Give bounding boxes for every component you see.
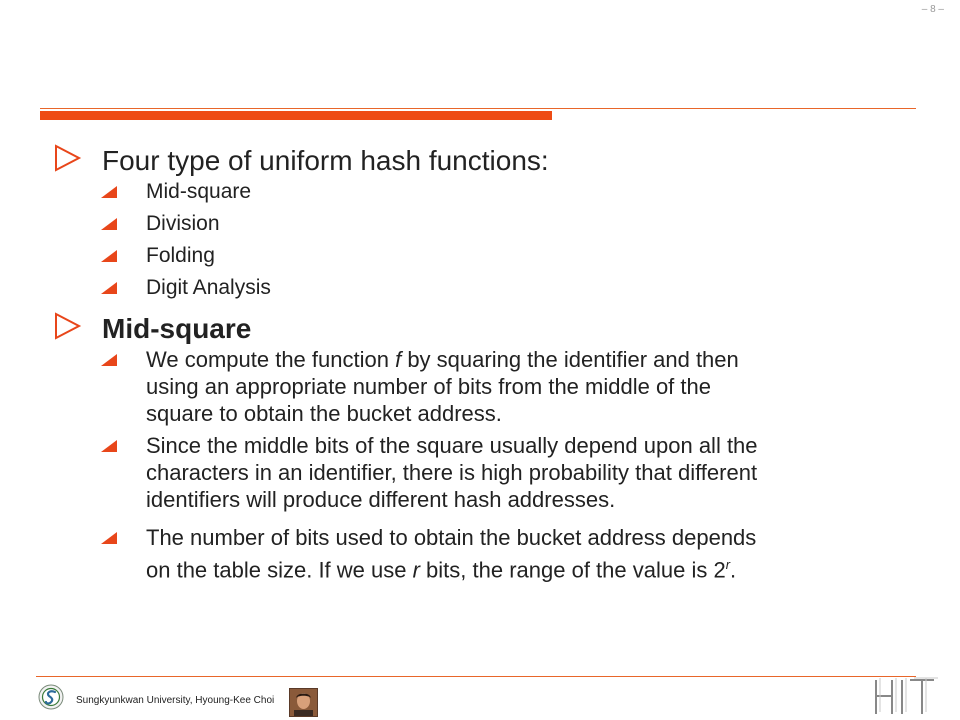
outline-triangle-bullet-icon — [52, 311, 84, 341]
section-heading-uniform-hash — [52, 140, 549, 177]
list-item-text: Digit Analysis — [146, 276, 271, 299]
triangle-bullet-icon — [100, 281, 118, 295]
list-item — [100, 242, 900, 269]
paragraph-text: We compute the function f by squaring the identifier and then using an appropriate number of bits from the middle of the square to obtain the bucket address. — [146, 347, 739, 426]
heading-text: Four type of uniform hash functions: — [102, 145, 549, 176]
list-item-text: Mid-square — [146, 180, 252, 203]
triangle-bullet-icon — [100, 249, 118, 263]
university-emblem-icon — [38, 684, 64, 710]
footer-credit: Sungkyunkwan University, Hyoung-Kee Choi — [76, 695, 275, 706]
footer-rule — [36, 676, 916, 677]
header-rule — [40, 108, 916, 109]
list-item-text: Folding — [146, 244, 215, 267]
paragraph-text: Since the middle bits of the square usually depend upon all the characters in an identifier, there is high probability that different identifiers will produce different hash addresses. — [146, 433, 758, 512]
list-item — [100, 178, 900, 205]
paragraph-item — [100, 346, 900, 427]
paragraph-text: The number of bits used to obtain the bucket address depends on the table size. If we use r bits, the range of the value is 2$^r$. — [146, 525, 757, 583]
paragraph-item — [100, 432, 900, 513]
page-number: – 8 – — [921, 4, 944, 15]
hit-brand-logo-icon — [872, 674, 948, 718]
triangle-bullet-icon — [100, 185, 118, 199]
list-item — [100, 210, 900, 237]
list-item — [100, 274, 900, 301]
triangle-bullet-icon — [100, 439, 118, 453]
header-accent-bar — [40, 111, 552, 120]
heading-text: Mid-square — [102, 313, 252, 344]
paragraph-item — [100, 524, 900, 583]
outline-triangle-bullet-icon — [52, 143, 84, 173]
triangle-bullet-icon — [100, 217, 118, 231]
author-portrait-icon — [289, 688, 318, 717]
triangle-bullet-icon — [100, 353, 118, 367]
section-heading-mid-square — [52, 308, 251, 345]
list-item-text: Division — [146, 212, 220, 235]
triangle-bullet-icon — [100, 531, 118, 545]
